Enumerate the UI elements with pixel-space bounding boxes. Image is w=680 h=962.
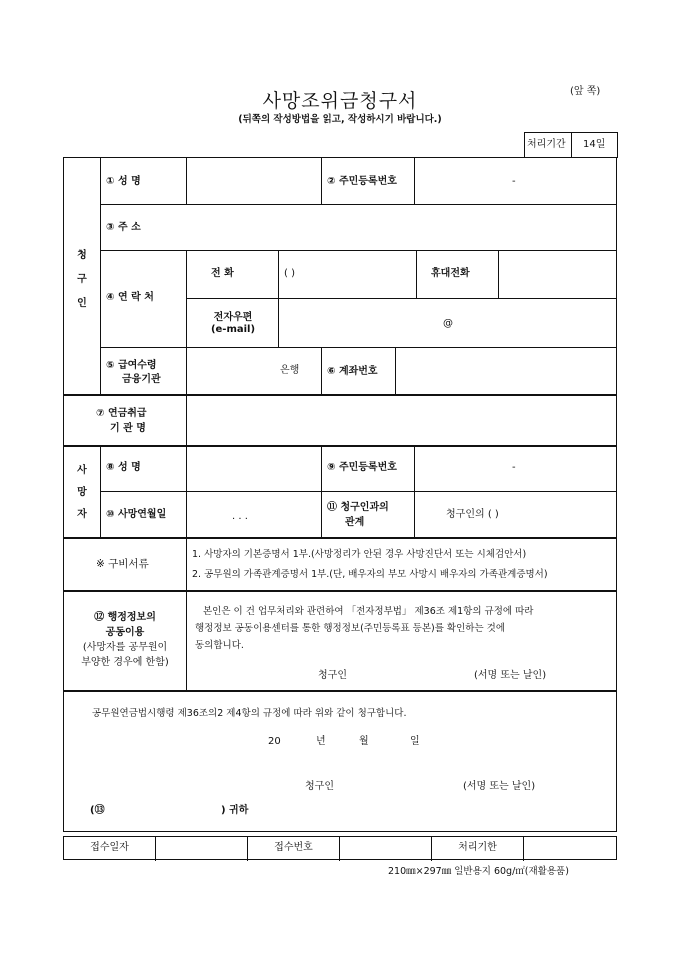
claimant-address-label: ③ 주 소	[106, 222, 141, 233]
declaration-month-field[interactable]	[328, 732, 354, 750]
form-title: 사망조위금청구서	[262, 90, 418, 112]
claimant-name-label: ① 성 명	[106, 176, 141, 187]
admin-info-signer-label: 청구인	[318, 670, 347, 681]
deceased-rrn-label: ⑨ 주민등록번호	[327, 462, 397, 473]
declaration-statement: 공무원연금법시행령 제36조의2 제4항의 규정에 따라 위와 같이 청구합니다.	[92, 708, 407, 719]
relation-value: 청구인의 ( )	[446, 509, 499, 520]
receipt-date-label: 접수일자	[90, 842, 129, 853]
death-date-placeholder: . . .	[232, 511, 248, 522]
claimant-name-field[interactable]	[188, 160, 319, 202]
deceased-rrn-separator: -	[512, 462, 516, 473]
receipt-deadline-field[interactable]	[525, 838, 613, 858]
claimant-rrn-separator: -	[512, 176, 516, 187]
relation-label: ⑪ 청구인과의 관계	[327, 502, 389, 528]
mobile-field[interactable]	[500, 252, 613, 296]
processing-period-value: 14일	[583, 139, 606, 150]
declaration-year-unit: 년	[316, 736, 326, 747]
declaration-year: 20	[268, 736, 281, 747]
required-document-1: 1. 사망자의 기본증명서 1부.(사망정리가 안된 경우 사망진단서 또는 시체검안서)	[192, 549, 527, 560]
pension-office-label: ⑦ 연금취급 기 관 명	[96, 408, 147, 434]
claimant-rrn-label: ② 주민등록번호	[327, 176, 397, 187]
pension-office-field[interactable]	[188, 397, 613, 443]
deceased-section-label: 사 망 자	[77, 465, 87, 520]
declaration-day-unit: 일	[410, 736, 420, 747]
admin-info-consent-text: 본인은 이 건 업무처리와 관련하여 「전자정부법」 제36조 제1항의 규정에 따라 행정정보 공동이용센터를 통한 행정정보(주민등록표 등본)를 확인하는 것에 동의합니다.	[195, 606, 534, 651]
email-field[interactable]	[280, 300, 613, 345]
death-date-label: ⑩ 사망연월일	[106, 509, 167, 520]
admin-info-label: ⑫ 행정정보의 공동이용 (사망자를 공무원이 부양한 경우에 한함)	[81, 612, 169, 668]
declaration-signer-label: 청구인	[305, 781, 334, 792]
account-number-label: ⑥ 계좌번호	[327, 366, 378, 377]
bank-label: ⑤ 급여수령 금융기관	[106, 360, 161, 385]
receipt-deadline-label: 처리기한	[458, 842, 497, 853]
deceased-rrn-field[interactable]	[416, 448, 613, 489]
receipt-date-field[interactable]	[157, 838, 245, 858]
required-document-2: 2. 공무원의 가족관계증명서 1부.(단, 배우자의 부모 사망시 배우자의 가족관계증명서)	[192, 569, 548, 580]
relation-field[interactable]	[416, 493, 613, 535]
addressee-suffix: ) 귀하	[221, 805, 249, 816]
declaration-day-field[interactable]	[371, 732, 405, 750]
claimant-section-label: 청 구 인	[77, 250, 87, 309]
declaration-signature-field[interactable]: (서명 또는 날인)	[463, 781, 536, 792]
email-at-sign: @	[443, 318, 453, 329]
email-label: 전자우편 (e-mail)	[210, 312, 256, 335]
mobile-label: 휴대전화	[431, 268, 470, 279]
bank-name-field[interactable]	[188, 349, 319, 393]
form-subtitle: (뒤쪽의 작성방법을 읽고, 작성하시기 바랍니다.)	[238, 114, 442, 125]
phone-label: 전 화	[211, 268, 234, 279]
paper-specification: 210㎜×297㎜ 일반용지 60g/㎡(재활용품)	[388, 866, 569, 877]
bank-suffix: 은행	[280, 365, 300, 376]
death-date-field[interactable]	[188, 493, 319, 535]
phone-area-code: ( )	[284, 268, 295, 279]
receipt-number-label: 접수번호	[274, 842, 313, 853]
addressee-prefix: (⑬	[90, 805, 105, 816]
deceased-name-label: ⑧ 성 명	[106, 462, 141, 473]
account-number-field[interactable]	[397, 349, 613, 393]
claimant-contact-label: ④ 연 락 처	[106, 292, 154, 303]
declaration-month-unit: 월	[359, 736, 369, 747]
phone-field[interactable]	[280, 252, 414, 296]
admin-info-signature-field[interactable]: (서명 또는 날인)	[474, 670, 547, 681]
required-documents-label: ※ 구비서류	[96, 558, 149, 570]
deceased-name-field[interactable]	[188, 448, 319, 489]
claimant-address-field[interactable]	[188, 206, 613, 248]
receipt-number-field[interactable]	[341, 838, 429, 858]
claimant-rrn-field[interactable]	[416, 160, 613, 202]
processing-period-label: 처리기간	[527, 139, 566, 150]
declaration-year-field[interactable]	[282, 732, 312, 750]
page-side-note: (앞 쪽)	[570, 86, 601, 97]
addressee-field[interactable]	[110, 801, 216, 821]
